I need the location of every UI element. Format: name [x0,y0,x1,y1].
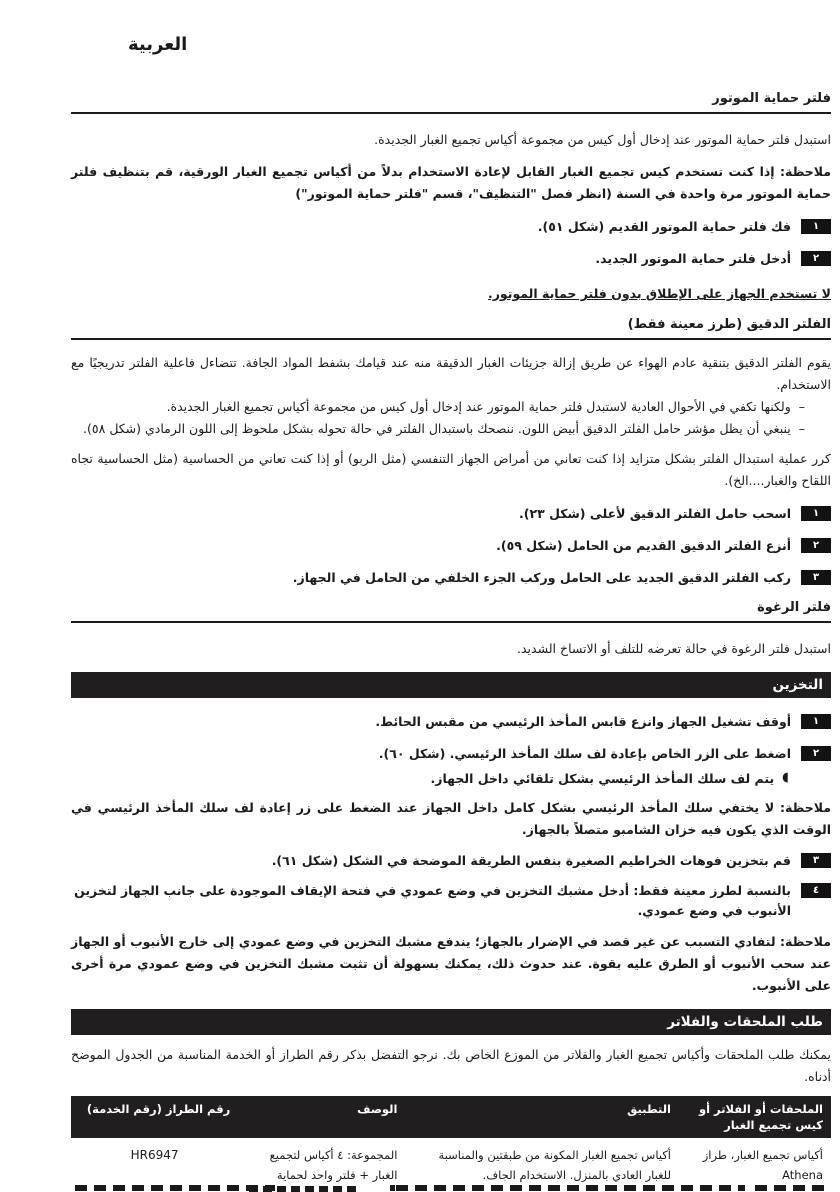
bullet-text: ينبغي أن يظل مؤشر حامل الفلتر الدقيق أبيض اللون. ننصحك باستبدال الفلتر في حالة تحوله بشكل ملحوظ إلى اللون الرمادي (شكل ٥٨). [83,421,791,436]
bullet-text: ولكنها تكفي في الأحوال العادية لاستبدل فلتر حماية الموتور عند إدخال أول كيس من مجموعة أكياس تجميع الغبار الجديدة. [166,399,791,414]
section-title-foam-filter: فلتر الرغوة [71,600,831,623]
motor-filter-note: ملاحظة: إذا كنت تستخدم كيس تجميع الغبار القابل لإعادة الاستخدام بدلاً من أكياس تجميع الغبار الورقية، قم بتنظيف فلتر حماية الموتور مرة واحدة في السنة (انظر فصل "التنظيف"، قسم "فلتر حماية الموتور") [71,164,831,201]
foam-filter-intro: استبدل فلتر الرغوة في حالة تعرضه للتلف أو الاتساخ الشديد. [517,641,831,656]
step-item [71,504,831,524]
motor-filter-intro: استبدل فلتر حماية الموتور عند إدخال أول كيس من مجموعة أكياس تجميع الغبار الجديدة. [374,132,831,147]
section-title-fine-filter: الفلتر الدقيق (طرز معينة فقط) [71,317,831,340]
substep-text: يتم لف سلك المأخذ الرئيسي بشكل تلقائي داخل الجهاز. [430,771,775,786]
table-cell-model-number: HR6947 [130,1148,179,1162]
step-number-badge: ٢ [801,746,831,761]
table-header-application: التطبيق [405,1096,679,1138]
dash-marker: – [798,399,805,414]
table-cell-description-text: المجموعة: ٤ أكياس لتجميع الغبار + فلتر واحد لحماية [269,1148,398,1182]
dash-marker: – [798,421,805,436]
ordering-banner: طلب الملحقات والفلاتر [71,1009,831,1035]
step-number-badge: ١ [801,219,831,234]
storage-note-2: ملاحظة: لتفادي التسبب عن غير قصد في الإضرار بالجهاز؛ يندفع مشبك التخزين في وضع عمودي إلى خارج الأنبوب أو الجهاز عند سحب الأنبوب أو الطرق عليه بقوة. عند حدوث ذلك، يمكنك بسهولة أن تثبت مشبك التخزين في وضع عمودي مرة أخرى على الأنبوب. [71,934,831,993]
step-item [71,249,831,269]
fine-filter-intro: يقوم الفلتر الدقيق بتنقية عادم الهواء عن طريق إزالة جزيئات الغبار الدقيقة منه عند قيامك بشفط المواد الجافة. تتضاءل فاعلية الفلتر تدريجيًا مع الاستخدام. [71,355,831,392]
step-text: قم بتخزين فوهات الخراطيم الصغيرة بنفس الطريقة الموضحة في الشكل (شكل ٦١). [271,853,791,868]
step-number-badge: ٢ [801,538,831,553]
bullet-item [71,396,805,418]
step-number-badge: ٤ [801,883,831,898]
ordering-intro: يمكنك طلب الملحقات وأكياس تجميع الغبار والفلاتر من الموزع الخاص بك. نرجو التفضل بذكر رقم الطراز أو الخدمة المناسبة من الجدول الموضح أدناه. [71,1047,831,1084]
step-number-badge: ٣ [801,853,831,868]
fine-filter-para: كرر عملية استبدال الفلتر بشكل متزايد إذا كنت تعاني من أمراض الجهاز التنفسي (مثل الربو) أو إذا كنت تعاني من الحساسية (مثل الحساسية تجاه اللقاح والغبار....الخ). [71,451,831,488]
clipped-text-fragment [390,1185,745,1191]
step-text: أنزع الفلتر الدقيق القديم من الحامل (شكل ٥٩). [496,538,791,553]
table-header-item: الملحقات أو الفلاتر أو كيس تجميع الغبار [679,1096,831,1138]
section-title-motor-filter: فلتر حماية الموتور [71,91,831,114]
step-item [71,712,831,732]
table-cell-application: أكياس تجميع الغبار المكونة من طبقتين والمناسبة للغبار العادي بالمنزل. الاستخدام الجاف. [438,1148,671,1182]
half-circle-bullet-icon: ◖ [782,770,789,785]
table-header-model-number: رقم الطراز (رقم الخدمة) [71,1096,238,1138]
step-number-badge: ١ [801,714,831,729]
page-bottom-clipped-row [71,1182,831,1192]
motor-filter-warning: لا تستخدم الجهاز على الإطلاق بدون فلتر حماية الموتور. [487,286,831,301]
language-heading: العربية [128,34,188,55]
step-text: بالنسبة لطرز معينة فقط: أدخل مشبك التخزين في وضع عمودي في فتحة الإيقاف الموجودة على جانب الجهاز لتخزين الأنبوب في وضع عمودي. [74,883,791,918]
step-item [71,744,831,764]
page-content [71,0,831,1192]
table-header-row [71,1096,831,1138]
storage-banner: التخزين [71,672,831,698]
clipped-text-fragment [755,1185,827,1191]
step-item [71,217,831,237]
bullet-item [71,418,805,440]
step-text: فك فلتر حماية الموتور القديم (شكل ٥١). [537,219,791,234]
step-text: اضغط على الزر الخاص بإعادة لف سلك المأخذ الرئيسي. (شكل ٦٠). [378,746,791,761]
table-cell-item: أكياس تجميع الغبار، طراز Athena [702,1148,823,1182]
table-header-description: الوصف [238,1096,405,1138]
step-item [71,568,831,588]
step-number-badge: ١ [801,506,831,521]
step-text: أدخل فلتر حماية الموتور الجديد. [595,251,791,266]
step-text: اسحب حامل الفلتر الدقيق لأعلى (شكل ٢٣). [519,506,791,521]
step-number-badge: ٢ [801,251,831,266]
step-item [71,851,831,871]
storage-note-1: ملاحظة: لا يختفي سلك المأخذ الرئيسي بشكل كامل داخل الجهاز عند الضغط على زر إعادة لف سلك المأخذ الرئيسي في الوقت الذي يكون فيه خزان الشامبو متصلاً بالجهاز. [71,800,831,837]
clipped-text-fragment [75,1185,275,1191]
substep-item [71,769,789,789]
step-number-badge: ٣ [801,570,831,585]
step-text: أوقف تشغيل الجهاز وانزع قابس المأخذ الرئيسي من مقبس الحائط. [375,714,791,729]
step-item [71,536,831,556]
accessories-table [71,1096,831,1192]
step-text: ركب الفلتر الدقيق الجديد على الحامل وركب الجزء الخلفي من الحامل في الجهاز. [292,570,791,585]
step-item [71,881,831,921]
